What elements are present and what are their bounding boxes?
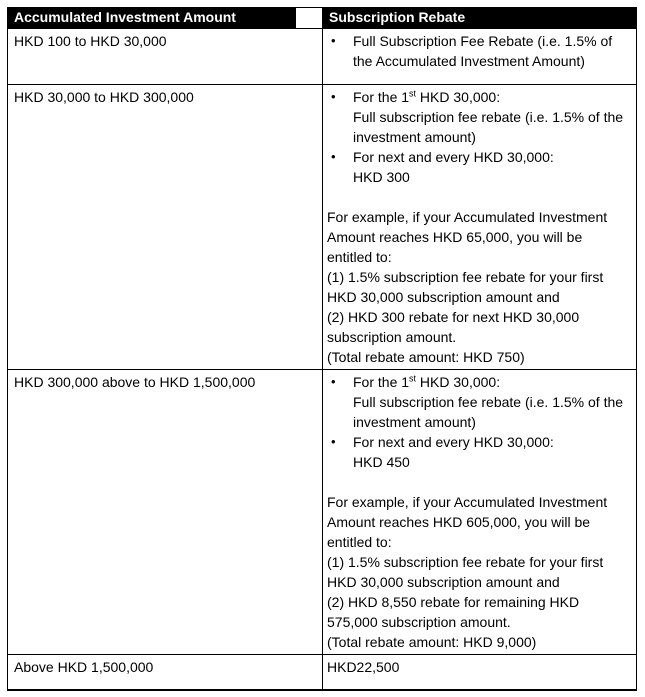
list-item	[327, 31, 630, 71]
tier-2-amount: HKD 30,000 to HKD 300,000	[14, 89, 194, 105]
first-tranche-prefix: For the 1	[353, 89, 410, 105]
tier-3-first-tranche-text	[353, 372, 630, 432]
next-tranche-amount: HKD 300	[353, 169, 410, 185]
next-tranche-label: For next and every HKD 30,000:	[353, 149, 554, 165]
rebate-table	[7, 7, 637, 691]
list-item	[327, 147, 630, 187]
tier-2-example	[327, 207, 630, 367]
example-total: (Total rebate amount: HKD 9,000)	[327, 634, 537, 650]
tier-3-amount: HKD 300,000 above to HKD 1,500,000	[14, 374, 256, 390]
example-intro: For example, if your Accumulated Investment Amount reaches HKD 65,000, you will be entitled to:	[327, 209, 608, 265]
first-tranche-prefix: For the 1	[353, 374, 410, 390]
tier-4-rebate: HKD22,500	[327, 659, 400, 675]
header-label-subscription-rebate: Subscription Rebate	[329, 9, 466, 25]
list-item	[327, 87, 630, 147]
example-total: (Total rebate amount: HKD 750)	[327, 349, 525, 365]
tier-3-next-tranche-text	[353, 432, 630, 472]
tier-1-rebate-text: Full Subscription Fee Rebate (i.e. 1.5% of the Accumulated Investment Amount)	[353, 33, 613, 69]
bullet-icon: •	[331, 89, 336, 104]
list-item	[327, 432, 630, 472]
list-item	[327, 372, 630, 432]
example-point-2: (2) HKD 8,550 rebate for remaining HKD 575,000 subscription amount.	[327, 594, 580, 630]
tier-3-rebate-cell	[322, 370, 636, 654]
table-row-tier-4	[8, 654, 636, 689]
tier-2-rebate-cell	[322, 85, 636, 369]
bullet-icon: •	[331, 434, 336, 449]
tier-1-amount-cell	[8, 29, 322, 84]
next-tranche-amount: HKD 450	[353, 454, 410, 470]
example-point-1: (1) 1.5% subscription fee rebate for your first HKD 30,000 subscription amount and	[327, 269, 604, 305]
first-tranche-detail: Full subscription fee rebate (i.e. 1.5% of the investment amount)	[353, 109, 624, 145]
tier-3-example	[327, 492, 630, 652]
header-cell-subscription-rebate	[322, 8, 636, 28]
tier-2-first-tranche-text	[353, 87, 630, 147]
tier-1-rebate-cell	[322, 29, 636, 84]
tier-2-next-tranche-text	[353, 147, 630, 187]
bullet-icon: •	[331, 149, 336, 164]
example-point-2: (2) HKD 300 rebate for next HKD 30,000 subscription amount.	[327, 309, 580, 345]
header-cell-accumulated-investment-amount	[8, 8, 322, 28]
first-tranche-suffix: HKD 30,000:	[416, 374, 501, 390]
table-row-tier-3	[8, 369, 636, 654]
tier-2-amount-cell	[8, 85, 322, 369]
ordinal-superscript: st	[409, 88, 417, 99]
example-point-1: (1) 1.5% subscription fee rebate for your first HKD 30,000 subscription amount and	[327, 554, 604, 590]
tier-4-rebate-cell	[322, 655, 636, 689]
first-tranche-detail: Full subscription fee rebate (i.e. 1.5% of the investment amount)	[353, 394, 624, 430]
tier-1-amount: HKD 100 to HKD 30,000	[14, 33, 167, 49]
ordinal-superscript: st	[409, 373, 417, 384]
bullet-icon: •	[331, 33, 336, 48]
example-intro: For example, if your Accumulated Investment Amount reaches HKD 605,000, you will be entitled to:	[327, 494, 608, 550]
next-tranche-label: For next and every HKD 30,000:	[353, 434, 554, 450]
table-row-tier-2	[8, 84, 636, 369]
header-label-accumulated-investment-amount: Accumulated Investment Amount	[14, 9, 236, 25]
tier-4-amount: Above HKD 1,500,000	[14, 659, 154, 675]
table-row-tier-1	[8, 28, 636, 84]
tier-3-amount-cell	[8, 370, 322, 654]
tier-4-amount-cell	[8, 655, 322, 689]
first-tranche-suffix: HKD 30,000:	[416, 89, 501, 105]
bullet-icon: •	[331, 374, 336, 389]
table-header-row	[8, 8, 636, 28]
